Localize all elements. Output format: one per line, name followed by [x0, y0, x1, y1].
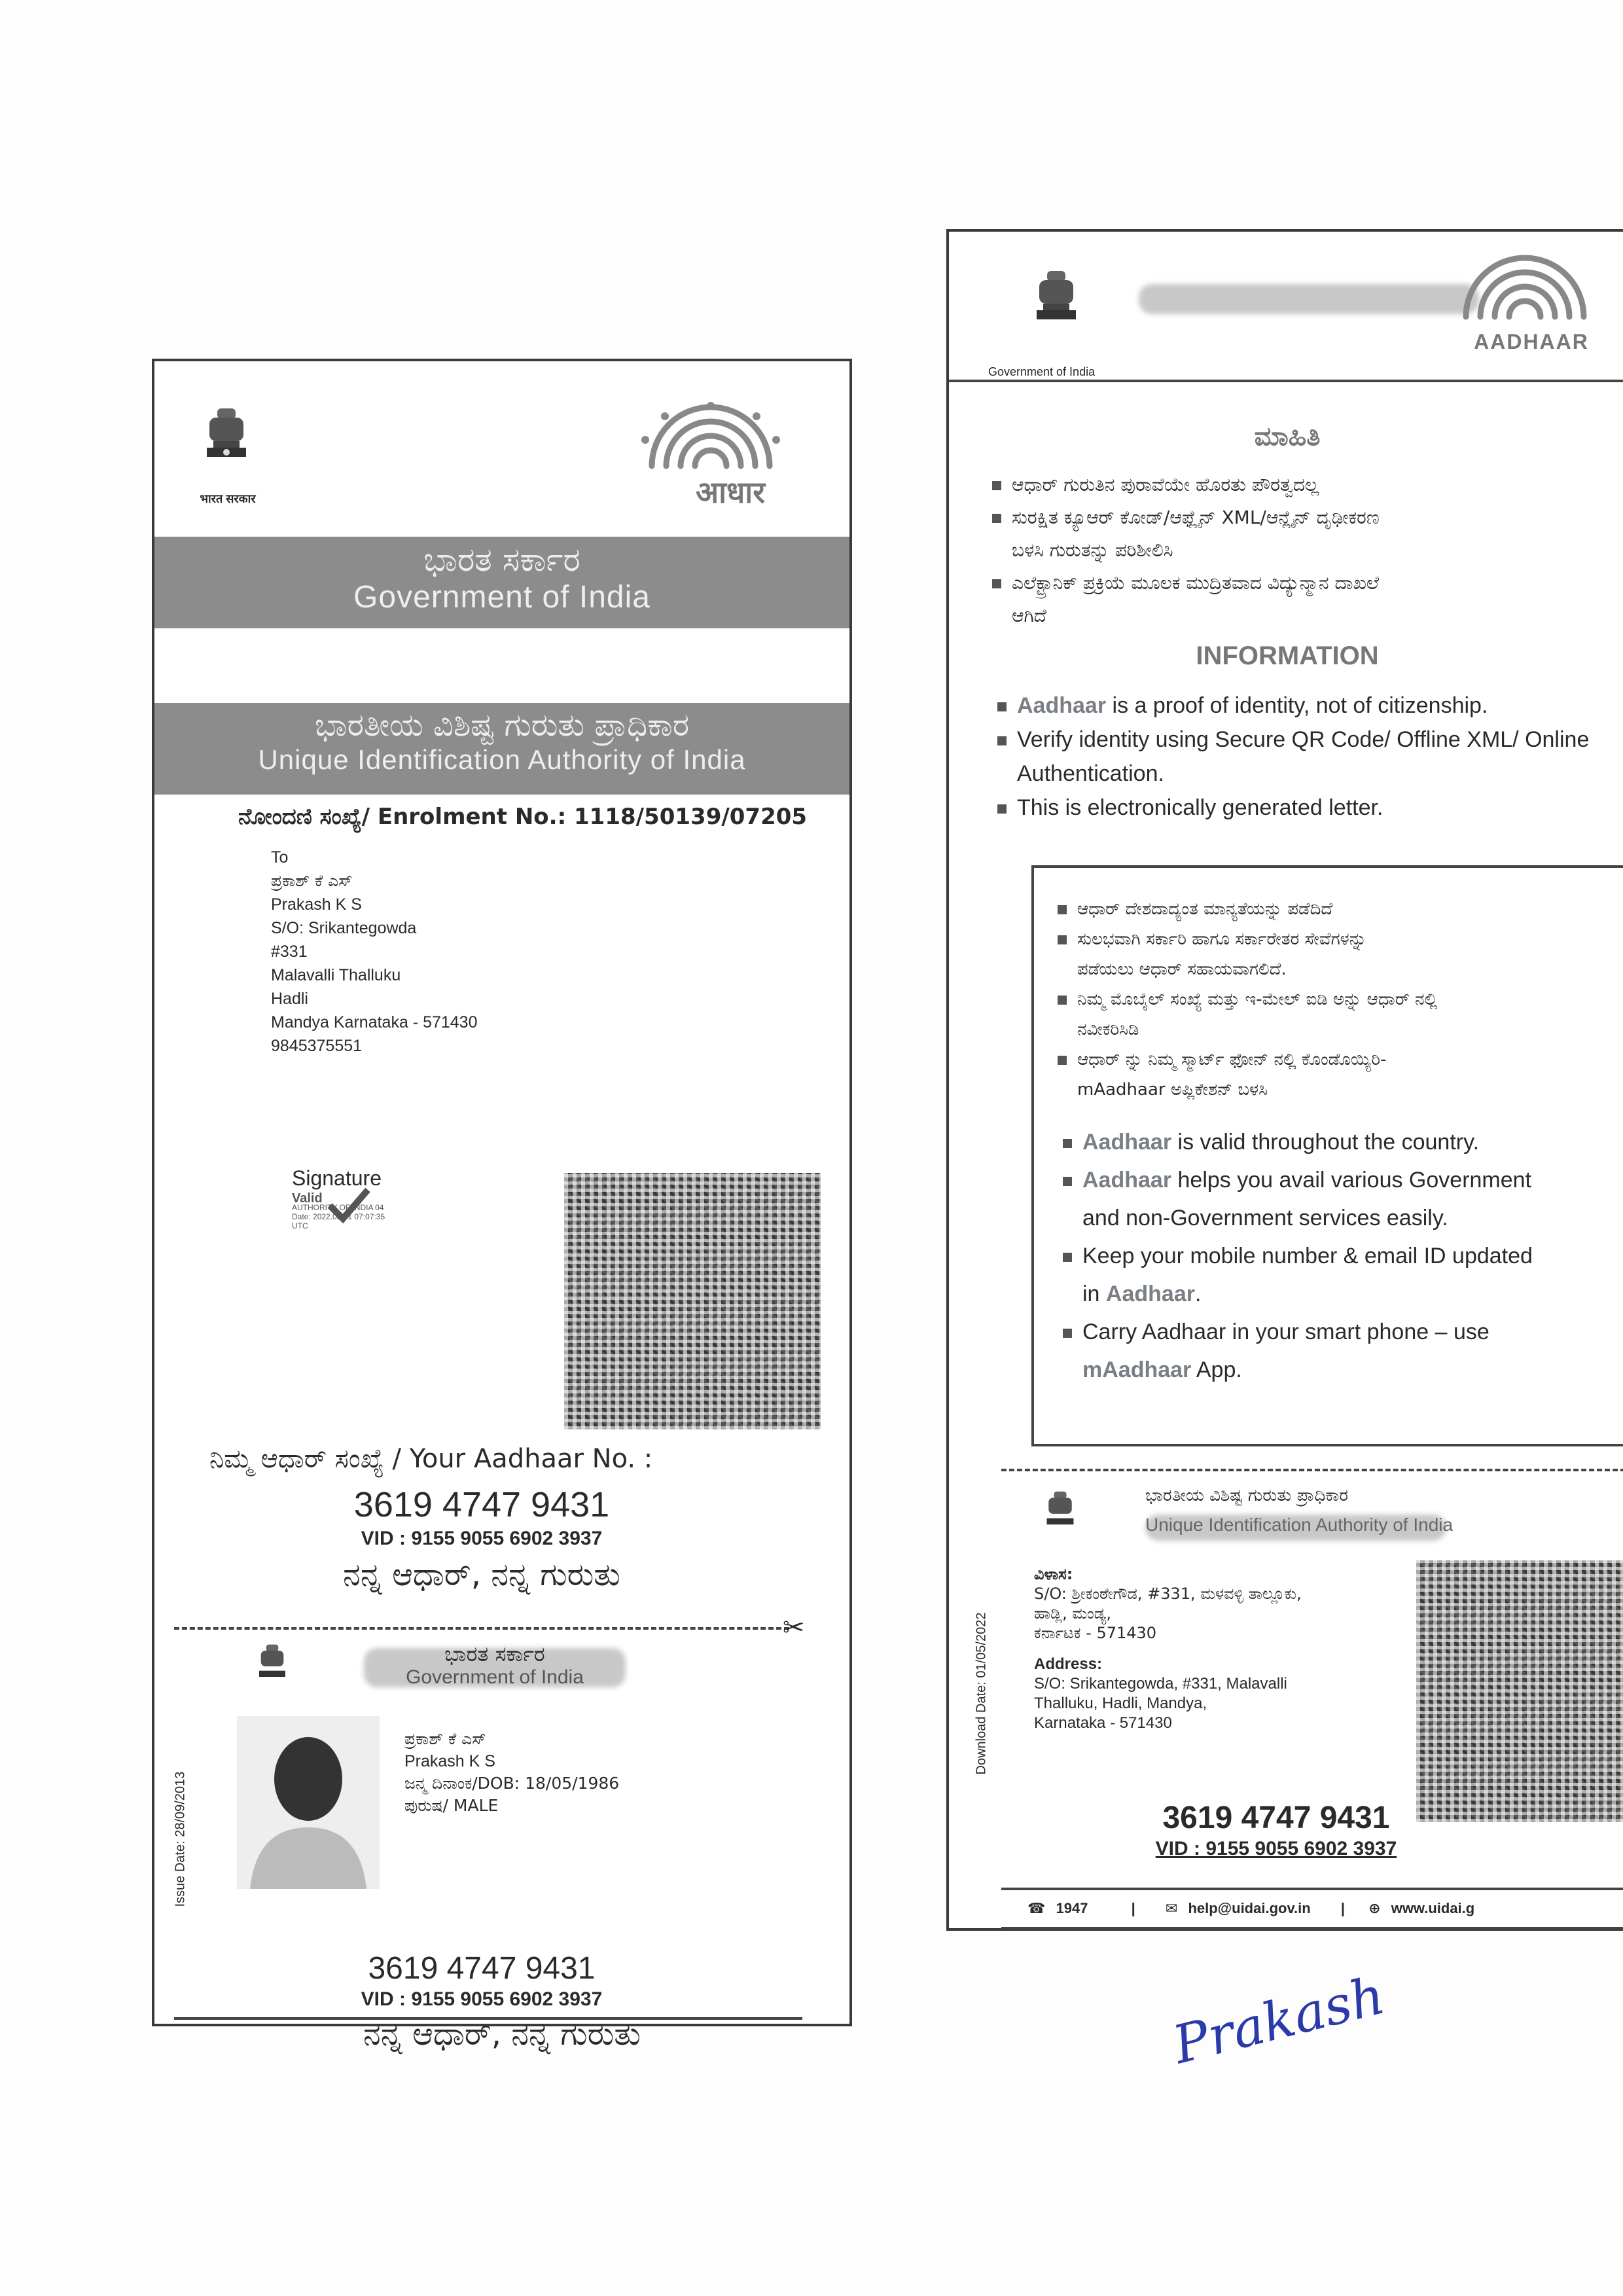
govt-band [154, 537, 849, 628]
card-aadhaar-number: 3619 4747 9431 [368, 1951, 596, 1986]
box-english-2b: and non-Government services easily. [1082, 1206, 1448, 1230]
card-name-kannada: ಪ್ರಕಾಶ್ ಕೆ ಎಸ್ [404, 1729, 486, 1748]
card-gender: ಪುರುಷ/ MALE [404, 1796, 499, 1815]
kannada-info-heading: ಮಾಹಿತಿ [1254, 422, 1321, 452]
address-line2: Hadli [271, 990, 308, 1008]
box-kannada-4b: mAadhaar ಅಪ್ಲಿಕೇಶನ್ ಬಳಸಿ [1077, 1080, 1268, 1100]
lower-address-kn-1: S/O: ಶ್ರೀಕಂಠೇಗೌಡ, #331, ಮಳವಳ್ಳಿ ತಾಲ್ಲೂಕು, [1034, 1585, 1302, 1603]
qr-code [564, 1173, 821, 1429]
card-dob: ಜನ್ಮ ದಿನಾಂಕ/DOB: 18/05/1986 [404, 1774, 620, 1793]
aadhaar-number-label: ನಿಮ್ಮ ಆಧಾರ್ ಸಂಖ್ಯೆ / Your Aadhaar No. : [209, 1444, 653, 1474]
left-aadhaar-letter [152, 359, 852, 2026]
card-govt-english: Government of India [406, 1666, 584, 1688]
information-1: Aadhaar is a proof of identity, not of citizenship. [997, 689, 1589, 723]
kannada-info-3: ಎಲೆಕ್ಟ್ರಾನಿಕ್ ಪ್ರಕ್ರಿಯೆ ಮೂಲಕ ಮುದ್ರಿತವಾದ ವಿದ್ಯುನ್ಮಾನ ದಾಖಲೆ [992, 567, 1380, 600]
card-tagline: ನನ್ನ ಆಧಾರ್, ನನ್ನ ಗುರುತು [363, 2016, 641, 2053]
box-english-3b: in Aadhaar. [1082, 1282, 1202, 1306]
box-english-1: Aadhaar is valid throughout the country. [1063, 1123, 1533, 1161]
enrolment-number: ನೋಂದಣಿ ಸಂಖ್ಯೆ/ Enrolment No.: 1118/50139/07205 [238, 804, 808, 830]
box-kannada-3: ನಿಮ್ಮ ಮೊಬೈಲ್ ಸಂಖ್ಯೆ ಮತ್ತು ಇ-ಮೇಲ್ ಐಡಿ ಅನ್ನು ಆಧಾರ್ ನಲ್ಲಿ [1058, 984, 1437, 1014]
right-national-emblem-icon [1027, 268, 1085, 347]
information-list [997, 689, 1589, 825]
footer-divider: | [1131, 1900, 1135, 1916]
address-block [271, 846, 478, 1058]
footer-phone: 1947 [1056, 1900, 1088, 1916]
address-line1: Malavalli Thalluku [271, 966, 401, 984]
right-aadhaar-fingerprint-logo-icon [1440, 251, 1610, 323]
signature-date: Date: 2022.05.01 07:07:35 [292, 1212, 385, 1221]
govt-band-english: Government of India [353, 580, 651, 615]
box-kannada-1: ಆಧಾರ್ ದೇಶದಾದ್ಯಂತ ಮಾನ್ಯತೆಯನ್ನು ಪಡೆದಿದೆ [1058, 894, 1437, 924]
box-english-list [1063, 1123, 1533, 1389]
card-emblem-icon [253, 1643, 292, 1695]
card-issue-date: Issue Date: 28/09/2013 [173, 1771, 188, 1907]
phone-icon: ☎ [1027, 1901, 1046, 1917]
kannada-info-2: ಸುರಕ್ಷಿತ ಕ್ಯೂಆರ್ ಕೋಡ್/ಆಫ್ಲೈನ್ XML/ಆನ್ಲೈನ್ ದೃಢೀಕರಣ [992, 501, 1380, 534]
right-cut-line [1001, 1469, 1623, 1471]
lower-uidai-english: Unique Identification Authority of India [1145, 1515, 1454, 1535]
lower-address-2: Thalluku, Hadli, Mandya, [1034, 1695, 1207, 1712]
right-header-rule [949, 380, 1623, 382]
footer-divider-2: | [1340, 1900, 1346, 1916]
address-line3: Mandya Karnataka - 571430 [271, 1013, 478, 1031]
address-phone: 9845375551 [271, 1037, 363, 1055]
kannada-info-3b: ಆಗಿದೆ [1012, 605, 1047, 626]
signature-label: Signature [292, 1166, 382, 1190]
box-english-3: Keep your mobile number & email ID updated [1063, 1237, 1533, 1275]
signature-authority: AUTHORITY OF INDIA 04 [292, 1203, 384, 1212]
handwritten-signature: Prakash [1167, 1964, 1391, 2076]
national-emblem-icon [198, 406, 255, 484]
uidai-band-english: Unique Identification Authority of India [258, 744, 746, 775]
signature-utc: UTC [292, 1221, 308, 1230]
card-govt-kannada: ಭಾರತ ಸರ್ಕಾರ [444, 1641, 545, 1666]
box-english-4b: mAadhaar App. [1082, 1357, 1242, 1382]
globe-icon: ⊕ [1368, 1901, 1381, 1917]
aadhaar-fingerprint-logo-icon [626, 401, 796, 473]
lower-address-label: Address: [1034, 1655, 1103, 1673]
address-relation: S/O: Srikantegowda [271, 919, 417, 937]
box-kannada-4: ಆಧಾರ್ ನ್ನು ನಿಮ್ಮ ಸ್ಮಾರ್ಟ್ ಫೋನ್ ನಲ್ಲಿ ಕೊಂಡೊಯ್ಯಿರಿ- [1058, 1045, 1437, 1075]
box-english-2: Aadhaar helps you avail various Government [1063, 1161, 1533, 1199]
address-to: To [271, 848, 289, 867]
cut-line [174, 1627, 789, 1630]
lower-uidai-kannada: ಭಾರತೀಯ ವಿಶಿಷ್ಟ ಗುರುತು ಪ್ರಾಧಿಕಾರ [1145, 1486, 1348, 1505]
kannada-info-1: ಆಧಾರ್ ಗುರುತಿನ ಪುರಾವೆಯೇ ಹೊರತು ಪೌರತ್ವದಲ್ಲ [992, 469, 1380, 501]
card-vid-number: VID : 9155 9055 6902 3937 [361, 1988, 603, 2010]
uidai-band-kannada: ಭಾರತೀಯ ವಿಶಿಷ್ಟ ಗುರುತು ಪ್ರಾಧಿಕಾರ [314, 707, 690, 744]
govt-band-kannada: ಭಾರತ ಸರ್ಕಾರ [423, 541, 580, 579]
scissors-icon: ✂ [783, 1613, 805, 1643]
right-emblem-caption: Government of India [988, 365, 1096, 378]
card-photo [237, 1716, 380, 1889]
information-2: Verify identity using Secure QR Code/ Offline XML/ Online [997, 723, 1589, 757]
lower-aadhaar-number: 3619 4747 9431 [1162, 1801, 1390, 1835]
mail-icon: ✉ [1165, 1901, 1178, 1917]
address-house: #331 [271, 942, 308, 961]
address-name-kannada: ಪ್ರಕಾಶ್ ಕೆ ಎಸ್ [271, 871, 353, 890]
card-details [404, 1728, 619, 1817]
aadhaar-logo-text: आधार [695, 475, 766, 509]
box-kannada-2b: ಪಡೆಯಲು ಆಧಾರ್ ಸಹಾಯವಾಗಲಿದೆ. [1077, 960, 1287, 979]
footer-email: help@uidai.gov.in [1188, 1900, 1311, 1916]
kannada-info-list [992, 469, 1380, 632]
box-kannada-2: ಸುಲಭವಾಗಿ ಸರ್ಕಾರಿ ಹಾಗೂ ಸರ್ಕಾರೇತರ ಸೇವೆಗಳನ್ನು [1058, 924, 1437, 954]
right-aadhaar-letter [946, 229, 1623, 1931]
tagline: ನನ್ನ ಆಧಾರ್, ನನ್ನ ಗುರುತು [343, 1556, 620, 1593]
vid-number: VID : 9155 9055 6902 3937 [361, 1528, 603, 1549]
lower-address-3: Karnataka - 571430 [1034, 1714, 1172, 1732]
lower-qr-code [1416, 1560, 1623, 1822]
footer-bar [1001, 1888, 1623, 1929]
lower-emblem-icon [1041, 1488, 1080, 1545]
signature-valid: Valid [292, 1191, 323, 1206]
checkmark-icon [326, 1186, 372, 1225]
box-kannada-list [1058, 894, 1437, 1105]
lower-address-1: S/O: Srikantegowda, #331, Malavalli [1034, 1675, 1287, 1693]
address-name: Prakash K S [271, 895, 362, 914]
box-kannada-3b: ನವೀಕರಿಸಿಡಿ [1077, 1020, 1139, 1039]
card-name: Prakash K S [404, 1752, 495, 1770]
information-2b: Authentication. [1017, 761, 1164, 786]
lower-address-kn-label: ವಿಳಾಸ: [1034, 1565, 1073, 1583]
aadhaar-number: 3619 4747 9431 [353, 1485, 610, 1524]
validity-box [1031, 865, 1623, 1446]
kannada-info-2b: ಬಳಸಿ ಗುರುತನ್ನು ಪರಿಶೀಲಿಸಿ [1012, 539, 1173, 561]
footer-web: www.uidai.g [1391, 1900, 1475, 1916]
information-3: This is electronically generated letter. [997, 791, 1589, 825]
lower-address-block [1034, 1564, 1302, 1733]
uidai-band [154, 703, 849, 795]
emblem-caption: भारत सरकार [200, 492, 256, 505]
information-heading: INFORMATION [1196, 641, 1379, 670]
download-date: Download Date: 01/05/2022 [974, 1612, 989, 1775]
lower-address-kn-2: ಹಾಡ್ಲಿ, ಮಂಡ್ಯ, [1034, 1604, 1112, 1623]
box-english-4: Carry Aadhaar in your smart phone – use [1063, 1313, 1533, 1351]
lower-address-kn-3: ಕರ್ನಾಟಕ - 571430 [1034, 1624, 1157, 1642]
lower-vid-number: VID : 9155 9055 6902 3937 [1155, 1838, 1397, 1859]
right-aadhaar-logo-text: AADHAAR [1474, 330, 1589, 353]
right-header-smudge [1139, 284, 1479, 314]
